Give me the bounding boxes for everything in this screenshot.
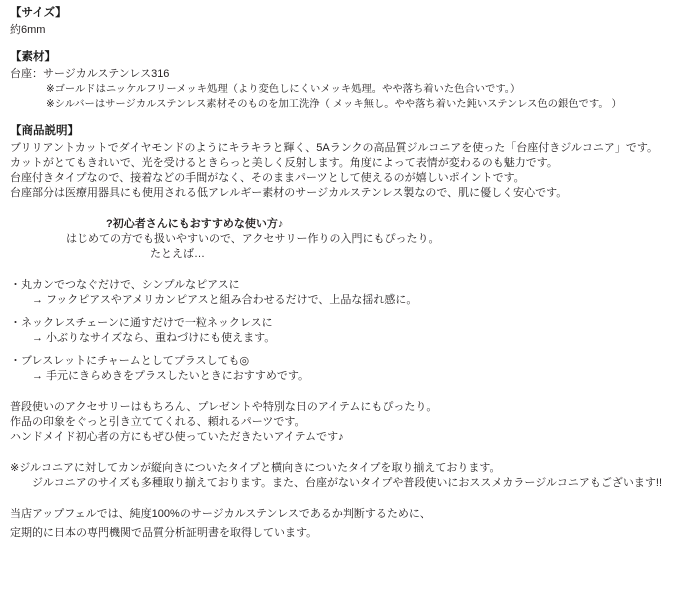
description-line-1: ブリリアントカットでダイヤモンドのようにキラキラと輝く、5Aランクの高品質ジルコニアを使った「台座付きジルコニア」です。 [10,142,659,154]
usage-bullet-3: ・ブレスレットにチャームとしてプラスしても◎ [10,355,250,367]
closing-block [10,400,678,445]
beginner-block [10,217,678,262]
beginner-line-2: たとえば… [150,248,205,260]
closing-line-2: 作品の印象をぐっと引き立ててくれる、頼れるパーツです。 [10,416,306,428]
spacer-before-usage [10,262,678,278]
section-heading-material: 【素材】 [10,51,56,63]
section-heading-description: 【商品説明】 [10,125,79,137]
note-line-2: ジルコニアのサイズも多種取り揃えております。また、台座がないタイプや普段使いにおススメカラージルコニアもございます!! [32,477,663,489]
spacer-before-closing [10,384,678,400]
description-line-4: 台座部分は医療用器具にも使用される低アレルギー素材のサージカルステンレス製なので、肌に優しく安心です。 [10,187,568,199]
description-line-3: 台座付きタイプなので、接着などの手間がなく、そのままパーツとして使えるのが嬉しいポイントです。 [10,172,525,184]
spacer-usage-1 [10,308,678,316]
section-description [10,124,678,201]
material-note-gold: ※ゴールドはニッケルフリーメッキ処理（より変色しにくいメッキ処理。やや落ち着いた色合いです。） [46,84,521,95]
usage-detail-1: → フックピアスやアメリカンピアスと組み合わせるだけで、上品な揺れ感に。 [32,294,418,306]
usage-detail-2: → 小ぶりなサイズなら、重ねづけにも使えます。 [32,332,276,344]
section-heading-size: 【サイズ】 [10,7,67,19]
footer-line-2: 定期的に日本の専門機関で品質分析証明書を取得しています。 [10,527,318,539]
section-material [10,50,678,112]
spacer-usage-2 [10,346,678,354]
spacer-before-note [10,445,678,461]
usage-bullet-2: ・ネックレスチェーンに通すだけで一粒ネックレスに [10,317,273,329]
material-base: 台座：サージカルステンレス316 [10,68,170,80]
usage-detail-3: → 手元にきらめきをプラスしたいときにおすすめです。 [32,370,309,382]
spacer-before-footer [10,491,678,507]
footer-line-1: 当店アップフェルでは、純度100%のサージカルステンレスであるか判断するために、 [10,508,431,520]
closing-line-3: ハンドメイド初心者の方にもぜひ使っていただきたいアイテムです♪ [10,431,344,443]
usage-bullet-1: ・丸カンでつなぐだけで、シンプルなピアスに [10,279,240,291]
beginner-title: ?初心者さんにもおすすめな使い方♪ [106,218,284,230]
usage-item [10,278,678,308]
spacer-after-size [10,38,678,50]
size-value: 約6mm [10,24,46,36]
spacer-after-material [10,112,678,124]
material-note-silver: ※シルバーはサージカルステンレス素材そのものを加工洗浄（ メッキ無し。やや落ち着いた鈍いステンレス色の銀色です。 ） [46,99,622,110]
usage-item [10,354,678,384]
closing-line-1: 普段使いのアクセサリーはもちろん、プレゼントや特別な日のアイテムにもぴったり。 [10,401,438,413]
note-block [10,461,678,491]
beginner-line-1: はじめての方でも扱いやすいので、アクセサリー作りの入門にもぴったり。 [66,233,440,245]
description-line-2: カットがとてもきれいで、光を受けるときらっと美しく反射します。角度によって表情が変わるのも魅力です。 [10,157,558,169]
section-size [10,6,678,38]
footer-block [10,507,678,541]
usage-item [10,316,678,346]
note-line-1: ※ジルコニアに対してカンが縦向きについたタイプと横向きについたタイプを取り揃えております。 [10,462,501,474]
spacer-before-beginner [10,201,678,217]
